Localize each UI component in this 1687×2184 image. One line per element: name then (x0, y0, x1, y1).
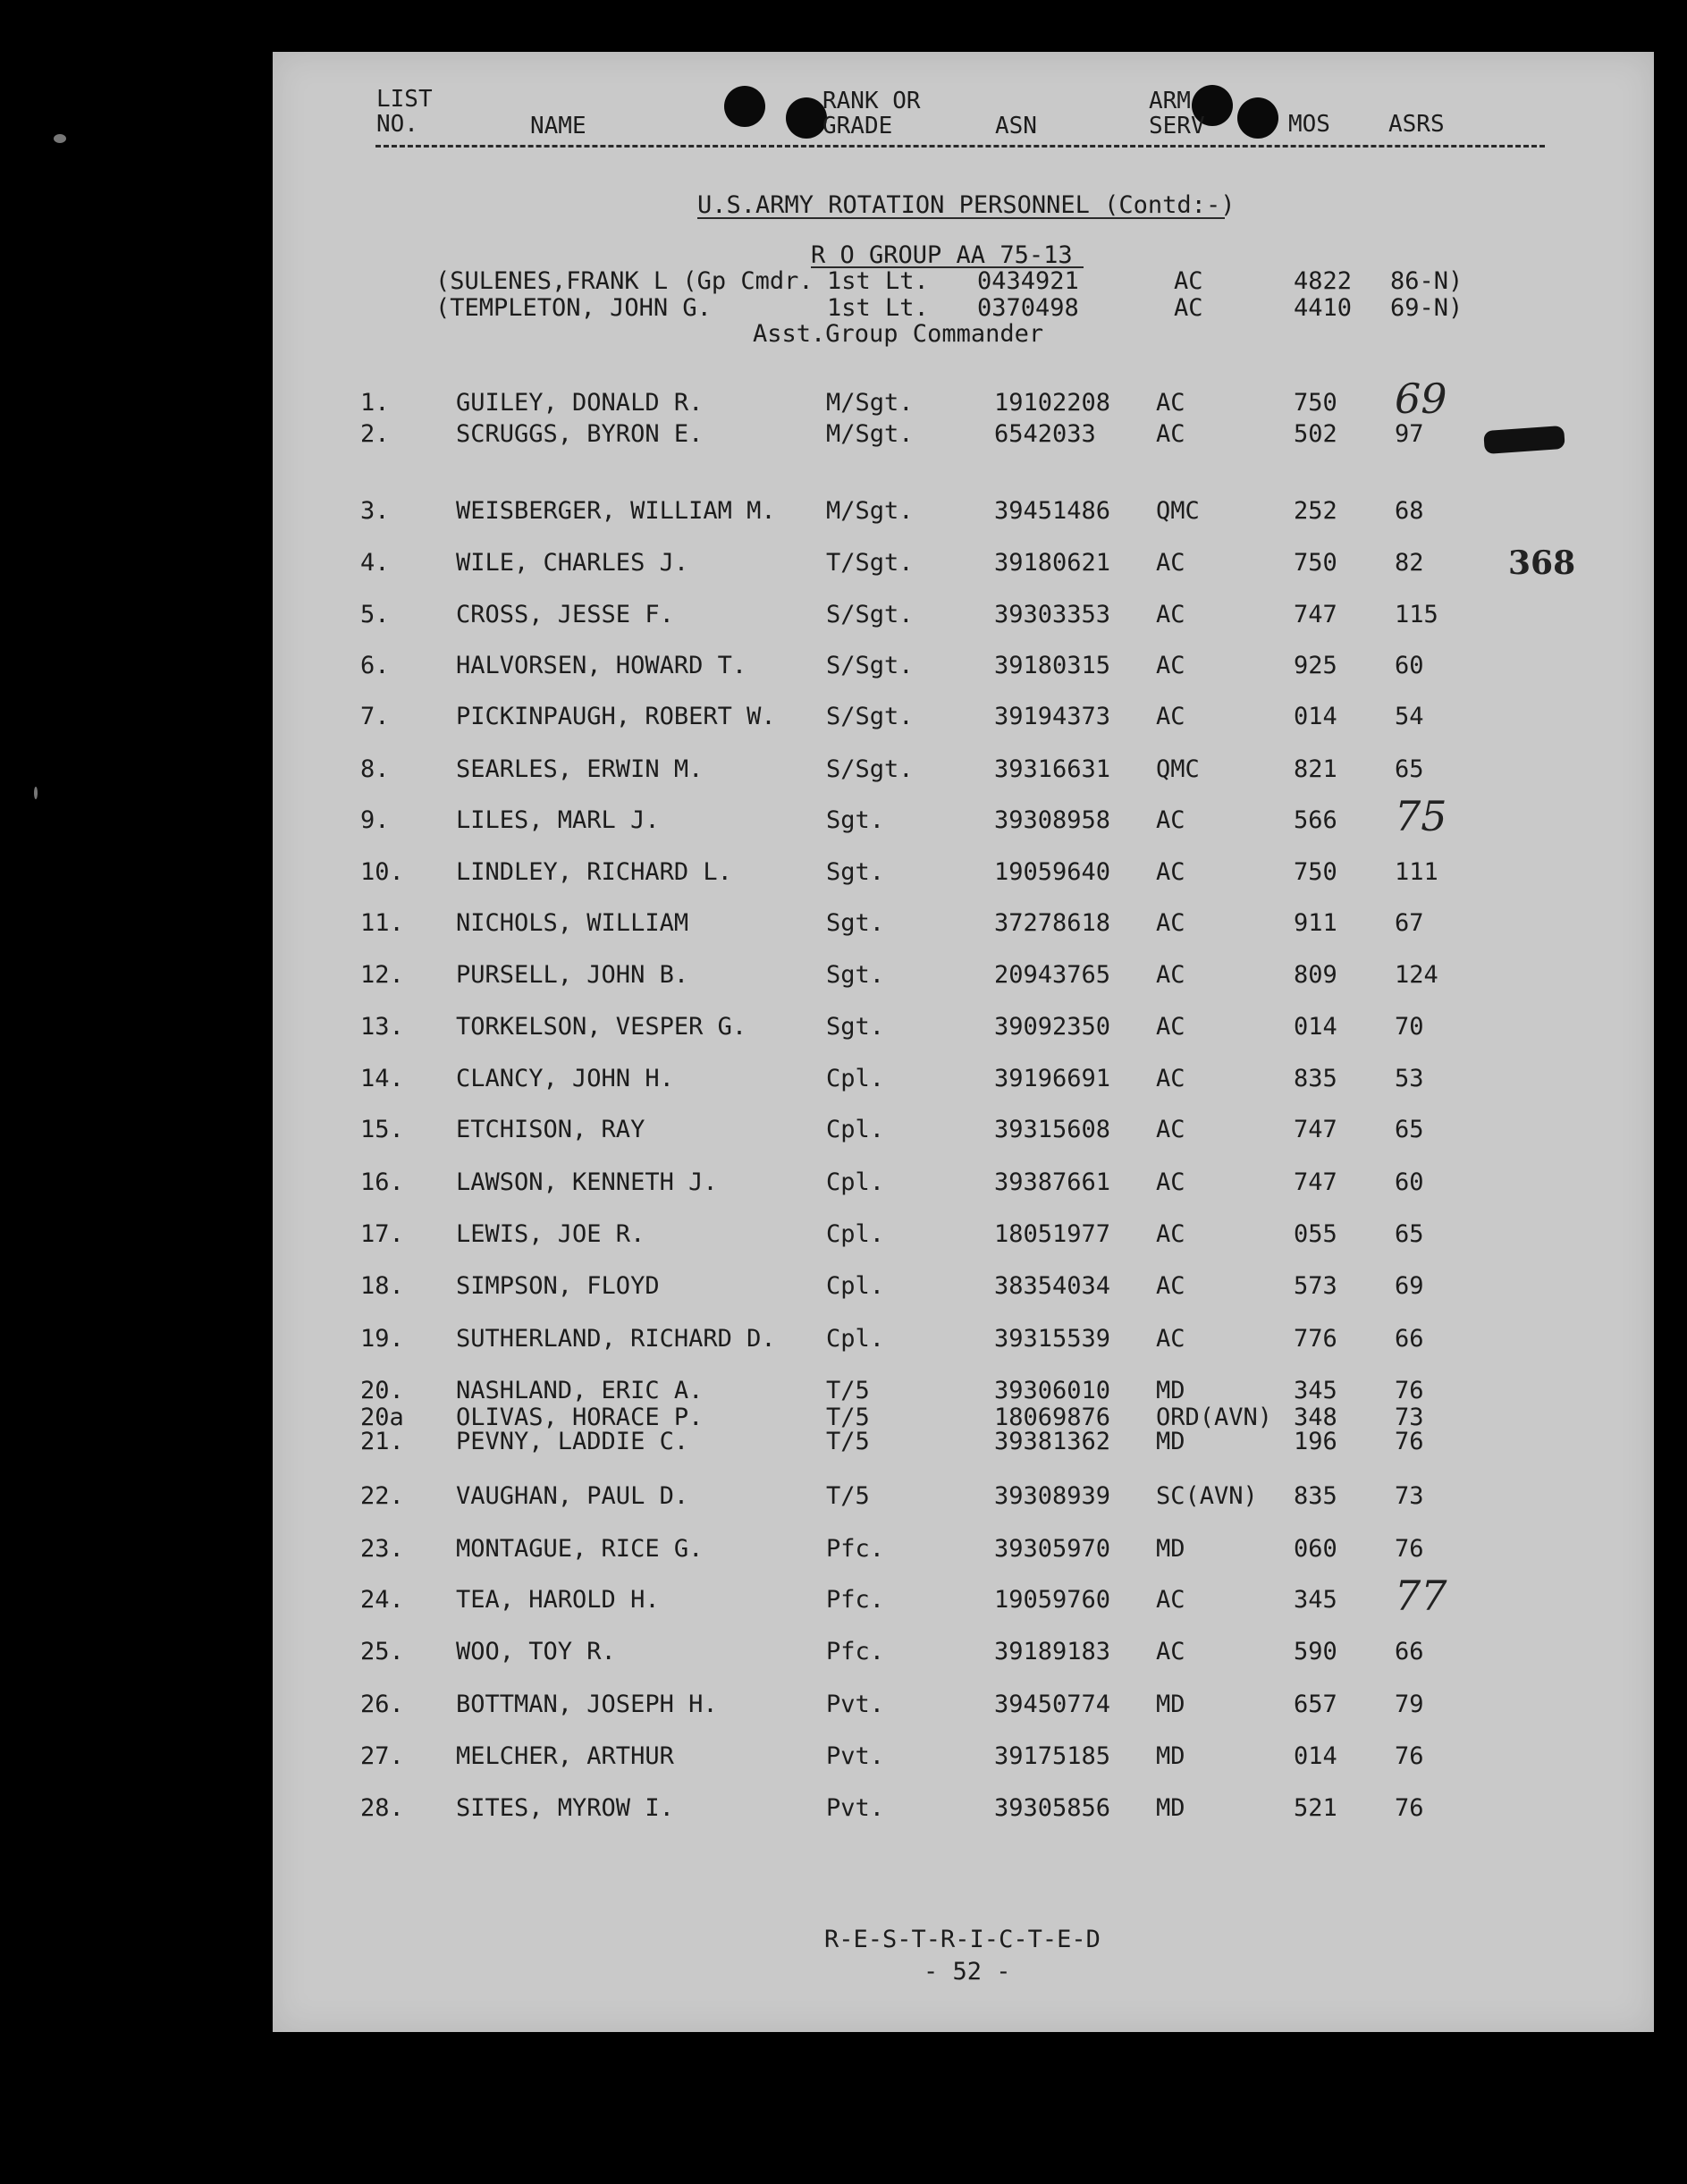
cell-asrs: 76 (1395, 1428, 1424, 1455)
cell-no: 26. (360, 1691, 404, 1718)
cell-mos: 657 (1294, 1691, 1337, 1718)
cell-no: 28. (360, 1794, 404, 1822)
scan-speck (34, 787, 38, 799)
cell-no: 25. (360, 1638, 404, 1665)
cell-asn: 37278618 (994, 909, 1111, 937)
cell-no: 15. (360, 1116, 404, 1143)
cell-name: HALVORSEN, HOWARD T. (456, 652, 747, 679)
cell-arm: ORD(AVN) (1156, 1404, 1273, 1431)
cell-mos: 252 (1294, 497, 1337, 525)
cell-arm: AC (1156, 806, 1185, 834)
header-rank-1: RANK OR (822, 88, 921, 114)
document-title: U.S.ARMY ROTATION PERSONNEL (Contd:-) (697, 191, 1236, 219)
cell-asn: 39450774 (994, 1691, 1111, 1718)
cell-asn: 18051977 (994, 1220, 1111, 1248)
commander-rank: 1st Lt. (827, 267, 929, 295)
cell-arm: MD (1156, 1742, 1185, 1770)
cell-name: CROSS, JESSE F. (456, 601, 674, 628)
cell-rank: S/Sgt. (826, 601, 914, 628)
cell-arm: AC (1156, 1325, 1185, 1353)
cell-name: WILE, CHARLES J. (456, 549, 689, 577)
cell-asrs: 65 (1395, 1220, 1424, 1248)
cell-name: GUILEY, DONALD R. (456, 389, 704, 417)
cell-arm: AC (1156, 961, 1185, 989)
punch-hole (786, 97, 827, 139)
cell-rank: T/5 (826, 1428, 870, 1455)
header-arm-2: SERV (1149, 113, 1205, 139)
header-list-no-1: LIST (376, 86, 433, 113)
commander-name: (TEMPLETON, JOHN G. (435, 294, 712, 322)
cell-rank: T/5 (826, 1377, 870, 1404)
cell-mos: 750 (1294, 549, 1337, 577)
cell-asrs: 69 (1395, 375, 1447, 423)
cell-rank: Cpl. (826, 1272, 885, 1300)
cell-arm: SC(AVN) (1156, 1482, 1258, 1510)
cell-name: TEA, HAROLD H. (456, 1586, 660, 1614)
cell-asrs: 65 (1395, 1116, 1424, 1143)
cell-asrs: 65 (1395, 755, 1424, 783)
cell-asrs: 115 (1395, 601, 1438, 628)
commander-asrs: 69-N) (1390, 294, 1463, 322)
cell-no: 7. (360, 703, 390, 730)
header-name: NAME (530, 113, 586, 139)
cell-asn: 19102208 (994, 389, 1111, 417)
cell-rank: M/Sgt. (826, 420, 914, 448)
cell-mos: 925 (1294, 652, 1337, 679)
commander-mos: 4410 (1294, 294, 1353, 322)
cell-asn: 18069876 (994, 1404, 1111, 1431)
cell-asrs: 75 (1395, 792, 1447, 840)
cell-asn: 39306010 (994, 1377, 1111, 1404)
cell-arm: AC (1156, 1220, 1185, 1248)
cell-mos: 747 (1294, 601, 1337, 628)
cell-mos: 348 (1294, 1404, 1337, 1431)
footer-page-number: - 52 - (924, 1958, 1011, 1986)
cell-arm: AC (1156, 1168, 1185, 1196)
cell-no: 12. (360, 961, 404, 989)
cell-name: PEVNY, LADDIE C. (456, 1428, 689, 1455)
cell-arm: AC (1156, 1272, 1185, 1300)
cell-asn: 39092350 (994, 1013, 1111, 1041)
cell-asrs: 60 (1395, 1168, 1424, 1196)
cell-no: 21. (360, 1428, 404, 1455)
group-title: R O GROUP AA 75-13 (811, 241, 1073, 269)
cell-arm: AC (1156, 420, 1185, 448)
cell-no: 6. (360, 652, 390, 679)
cell-no: 22. (360, 1482, 404, 1510)
cell-name: PURSELL, JOHN B. (456, 961, 689, 989)
header-divider (375, 145, 1545, 148)
cell-rank: Sgt. (826, 1013, 885, 1041)
commander-asrs: 86-N) (1390, 267, 1463, 295)
title-underline (697, 217, 1225, 219)
cell-asn: 39387661 (994, 1168, 1111, 1196)
cell-asn: 39316631 (994, 755, 1111, 783)
cell-mos: 014 (1294, 1013, 1337, 1041)
cell-no: 5. (360, 601, 390, 628)
cell-arm: AC (1156, 601, 1185, 628)
cell-mos: 502 (1294, 420, 1337, 448)
document-page (273, 52, 1654, 2032)
cell-name: SUTHERLAND, RICHARD D. (456, 1325, 776, 1353)
cell-mos: 911 (1294, 909, 1337, 937)
cell-rank: Pfc. (826, 1535, 885, 1563)
punch-hole (1237, 97, 1278, 139)
cell-asn: 39451486 (994, 497, 1111, 525)
cell-name: WOO, TOY R. (456, 1638, 616, 1665)
cell-name: PICKINPAUGH, ROBERT W. (456, 703, 776, 730)
cell-mos: 345 (1294, 1586, 1337, 1614)
cell-asn: 39175185 (994, 1742, 1111, 1770)
cell-name: SITES, MYROW I. (456, 1794, 674, 1822)
cell-arm: AC (1156, 909, 1185, 937)
cell-rank: T/5 (826, 1404, 870, 1431)
cell-asrs: 60 (1395, 652, 1424, 679)
cell-name: CLANCY, JOHN H. (456, 1065, 674, 1092)
cell-rank: Cpl. (826, 1220, 885, 1248)
cell-name: MONTAGUE, RICE G. (456, 1535, 704, 1563)
cell-mos: 060 (1294, 1535, 1337, 1563)
cell-arm: AC (1156, 652, 1185, 679)
header-rank-2: GRADE (822, 113, 893, 139)
cell-asrs: 77 (1395, 1572, 1447, 1620)
cell-asn: 39194373 (994, 703, 1111, 730)
footer-restricted: R-E-S-T-R-I-C-T-E-D (824, 1926, 1101, 1953)
cell-rank: S/Sgt. (826, 703, 914, 730)
cell-rank: M/Sgt. (826, 389, 914, 417)
cell-asn: 39196691 (994, 1065, 1111, 1092)
cell-mos: 521 (1294, 1794, 1337, 1822)
cell-no: 14. (360, 1065, 404, 1092)
header-mos: MOS (1288, 111, 1330, 138)
cell-mos: 750 (1294, 858, 1337, 886)
cell-rank: Sgt. (826, 858, 885, 886)
cell-rank: S/Sgt. (826, 652, 914, 679)
cell-asrs: 66 (1395, 1638, 1424, 1665)
cell-rank: Sgt. (826, 806, 885, 834)
commander-asn: 0370498 (977, 294, 1079, 322)
cell-no: 2. (360, 420, 390, 448)
cell-asrs: 79 (1395, 1691, 1424, 1718)
cell-asn: 39308939 (994, 1482, 1111, 1510)
cell-rank: Sgt. (826, 909, 885, 937)
cell-asrs: 73 (1395, 1404, 1424, 1431)
cell-name: BOTTMAN, JOSEPH H. (456, 1691, 718, 1718)
commander-rank: 1st Lt. (827, 294, 929, 322)
header-arm-1: ARM (1149, 88, 1191, 114)
cell-name: LEWIS, JOE R. (456, 1220, 645, 1248)
cell-arm: QMC (1156, 497, 1200, 525)
cell-mos: 776 (1294, 1325, 1337, 1353)
cell-name: MELCHER, ARTHUR (456, 1742, 674, 1770)
cell-arm: QMC (1156, 755, 1200, 783)
cell-asrs: 66 (1395, 1325, 1424, 1353)
cell-name: WEISBERGER, WILLIAM M. (456, 497, 776, 525)
cell-no: 17. (360, 1220, 404, 1248)
commander-mos: 4822 (1294, 267, 1353, 295)
cell-arm: MD (1156, 1794, 1185, 1822)
cell-asn: 39305856 (994, 1794, 1111, 1822)
cell-asn: 39180621 (994, 549, 1111, 577)
cell-mos: 055 (1294, 1220, 1337, 1248)
cell-mos: 747 (1294, 1116, 1337, 1143)
cell-no: 9. (360, 806, 390, 834)
cell-mos: 835 (1294, 1482, 1337, 1510)
cell-no: 1. (360, 389, 390, 417)
cell-mos: 196 (1294, 1428, 1337, 1455)
cell-name: SIMPSON, FLOYD (456, 1272, 660, 1300)
cell-name: NASHLAND, ERIC A. (456, 1377, 704, 1404)
cell-asrs: 68 (1395, 497, 1424, 525)
cell-asn: 39303353 (994, 601, 1111, 628)
cell-asn: 39315539 (994, 1325, 1111, 1353)
cell-arm: AC (1156, 1116, 1185, 1143)
cell-asrs: 76 (1395, 1377, 1424, 1404)
cell-name: LAWSON, KENNETH J. (456, 1168, 718, 1196)
cell-asrs: 54 (1395, 703, 1424, 730)
cell-asrs: 69 (1395, 1272, 1424, 1300)
cell-name: OLIVAS, HORACE P. (456, 1404, 704, 1431)
cell-asrs: 82 (1395, 549, 1424, 577)
cell-rank: T/5 (826, 1482, 870, 1510)
commander-arm: AC (1174, 294, 1203, 322)
cell-rank: T/Sgt. (826, 549, 914, 577)
cell-mos: 750 (1294, 389, 1337, 417)
cell-mos: 590 (1294, 1638, 1337, 1665)
cell-mos: 821 (1294, 755, 1337, 783)
cell-asrs: 73 (1395, 1482, 1424, 1510)
cell-asrs: 76 (1395, 1742, 1424, 1770)
cell-asn: 39381362 (994, 1428, 1111, 1455)
cell-arm: AC (1156, 703, 1185, 730)
cell-rank: Pvt. (826, 1794, 885, 1822)
cell-rank: Pfc. (826, 1638, 885, 1665)
cell-no: 20a (360, 1404, 404, 1431)
cell-arm: MD (1156, 1428, 1185, 1455)
cell-asn: 39308958 (994, 806, 1111, 834)
header-list-no-2: NO. (376, 111, 418, 138)
cell-no: 3. (360, 497, 390, 525)
header-asrs: ASRS (1388, 111, 1445, 138)
cell-no: 23. (360, 1535, 404, 1563)
cell-no: 13. (360, 1013, 404, 1041)
cell-asrs: 111 (1395, 858, 1438, 886)
cell-asn: 19059640 (994, 858, 1111, 886)
cell-no: 18. (360, 1272, 404, 1300)
cell-arm: AC (1156, 1013, 1185, 1041)
cell-arm: AC (1156, 389, 1185, 417)
cell-no: 11. (360, 909, 404, 937)
cell-mos: 014 (1294, 703, 1337, 730)
cell-arm: MD (1156, 1691, 1185, 1718)
commander-asn: 0434921 (977, 267, 1079, 295)
cell-name: ETCHISON, RAY (456, 1116, 645, 1143)
commander-name: (SULENES,FRANK L (Gp Cmdr. (435, 267, 814, 295)
cell-rank: S/Sgt. (826, 755, 914, 783)
cell-name: VAUGHAN, PAUL D. (456, 1482, 689, 1510)
cell-no: 8. (360, 755, 390, 783)
cell-arm: MD (1156, 1535, 1185, 1563)
cell-asn: 19059760 (994, 1586, 1111, 1614)
cell-asn: 6542033 (994, 420, 1096, 448)
cell-arm: AC (1156, 858, 1185, 886)
redaction-blot (1483, 426, 1565, 454)
cell-name: NICHOLS, WILLIAM (456, 909, 689, 937)
header-asn: ASN (995, 113, 1037, 139)
cell-no: 10. (360, 858, 404, 886)
cell-arm: AC (1156, 1586, 1185, 1614)
cell-name: TORKELSON, VESPER G. (456, 1013, 747, 1041)
cell-arm: AC (1156, 549, 1185, 577)
cell-mos: 747 (1294, 1168, 1337, 1196)
commander-arm: AC (1174, 267, 1203, 295)
cell-rank: Cpl. (826, 1065, 885, 1092)
cell-no: 27. (360, 1742, 404, 1770)
asst-note: Asst.Group Commander (753, 320, 1044, 348)
cell-rank: Pvt. (826, 1742, 885, 1770)
cell-asn: 38354034 (994, 1272, 1111, 1300)
cell-mos: 835 (1294, 1065, 1337, 1092)
cell-name: SEARLES, ERWIN M. (456, 755, 704, 783)
cell-mos: 566 (1294, 806, 1337, 834)
cell-mos: 809 (1294, 961, 1337, 989)
cell-rank: Pvt. (826, 1691, 885, 1718)
cell-name: SCRUGGS, BYRON E. (456, 420, 704, 448)
cell-rank: Sgt. (826, 961, 885, 989)
margin-stamp: 368 (1508, 544, 1576, 582)
cell-mos: 014 (1294, 1742, 1337, 1770)
cell-no: 16. (360, 1168, 404, 1196)
cell-asn: 39305970 (994, 1535, 1111, 1563)
cell-name: LINDLEY, RICHARD L. (456, 858, 732, 886)
cell-mos: 573 (1294, 1272, 1337, 1300)
cell-asrs: 70 (1395, 1013, 1424, 1041)
cell-asn: 39180315 (994, 652, 1111, 679)
cell-asrs: 124 (1395, 961, 1438, 989)
scan-speck (54, 134, 66, 143)
cell-asrs: 76 (1395, 1794, 1424, 1822)
cell-rank: Cpl. (826, 1116, 885, 1143)
cell-no: 4. (360, 549, 390, 577)
cell-no: 20. (360, 1377, 404, 1404)
cell-mos: 345 (1294, 1377, 1337, 1404)
cell-rank: Cpl. (826, 1168, 885, 1196)
cell-no: 19. (360, 1325, 404, 1353)
cell-no: 24. (360, 1586, 404, 1614)
cell-asn: 39189183 (994, 1638, 1111, 1665)
cell-name: LILES, MARL J. (456, 806, 660, 834)
cell-arm: AC (1156, 1065, 1185, 1092)
cell-arm: MD (1156, 1377, 1185, 1404)
cell-asrs: 97 (1395, 420, 1424, 448)
cell-rank: M/Sgt. (826, 497, 914, 525)
cell-rank: Cpl. (826, 1325, 885, 1353)
punch-hole (724, 86, 765, 127)
cell-rank: Pfc. (826, 1586, 885, 1614)
cell-asrs: 53 (1395, 1065, 1424, 1092)
cell-asrs: 76 (1395, 1535, 1424, 1563)
cell-asn: 20943765 (994, 961, 1111, 989)
cell-asrs: 67 (1395, 909, 1424, 937)
cell-asn: 39315608 (994, 1116, 1111, 1143)
cell-arm: AC (1156, 1638, 1185, 1665)
